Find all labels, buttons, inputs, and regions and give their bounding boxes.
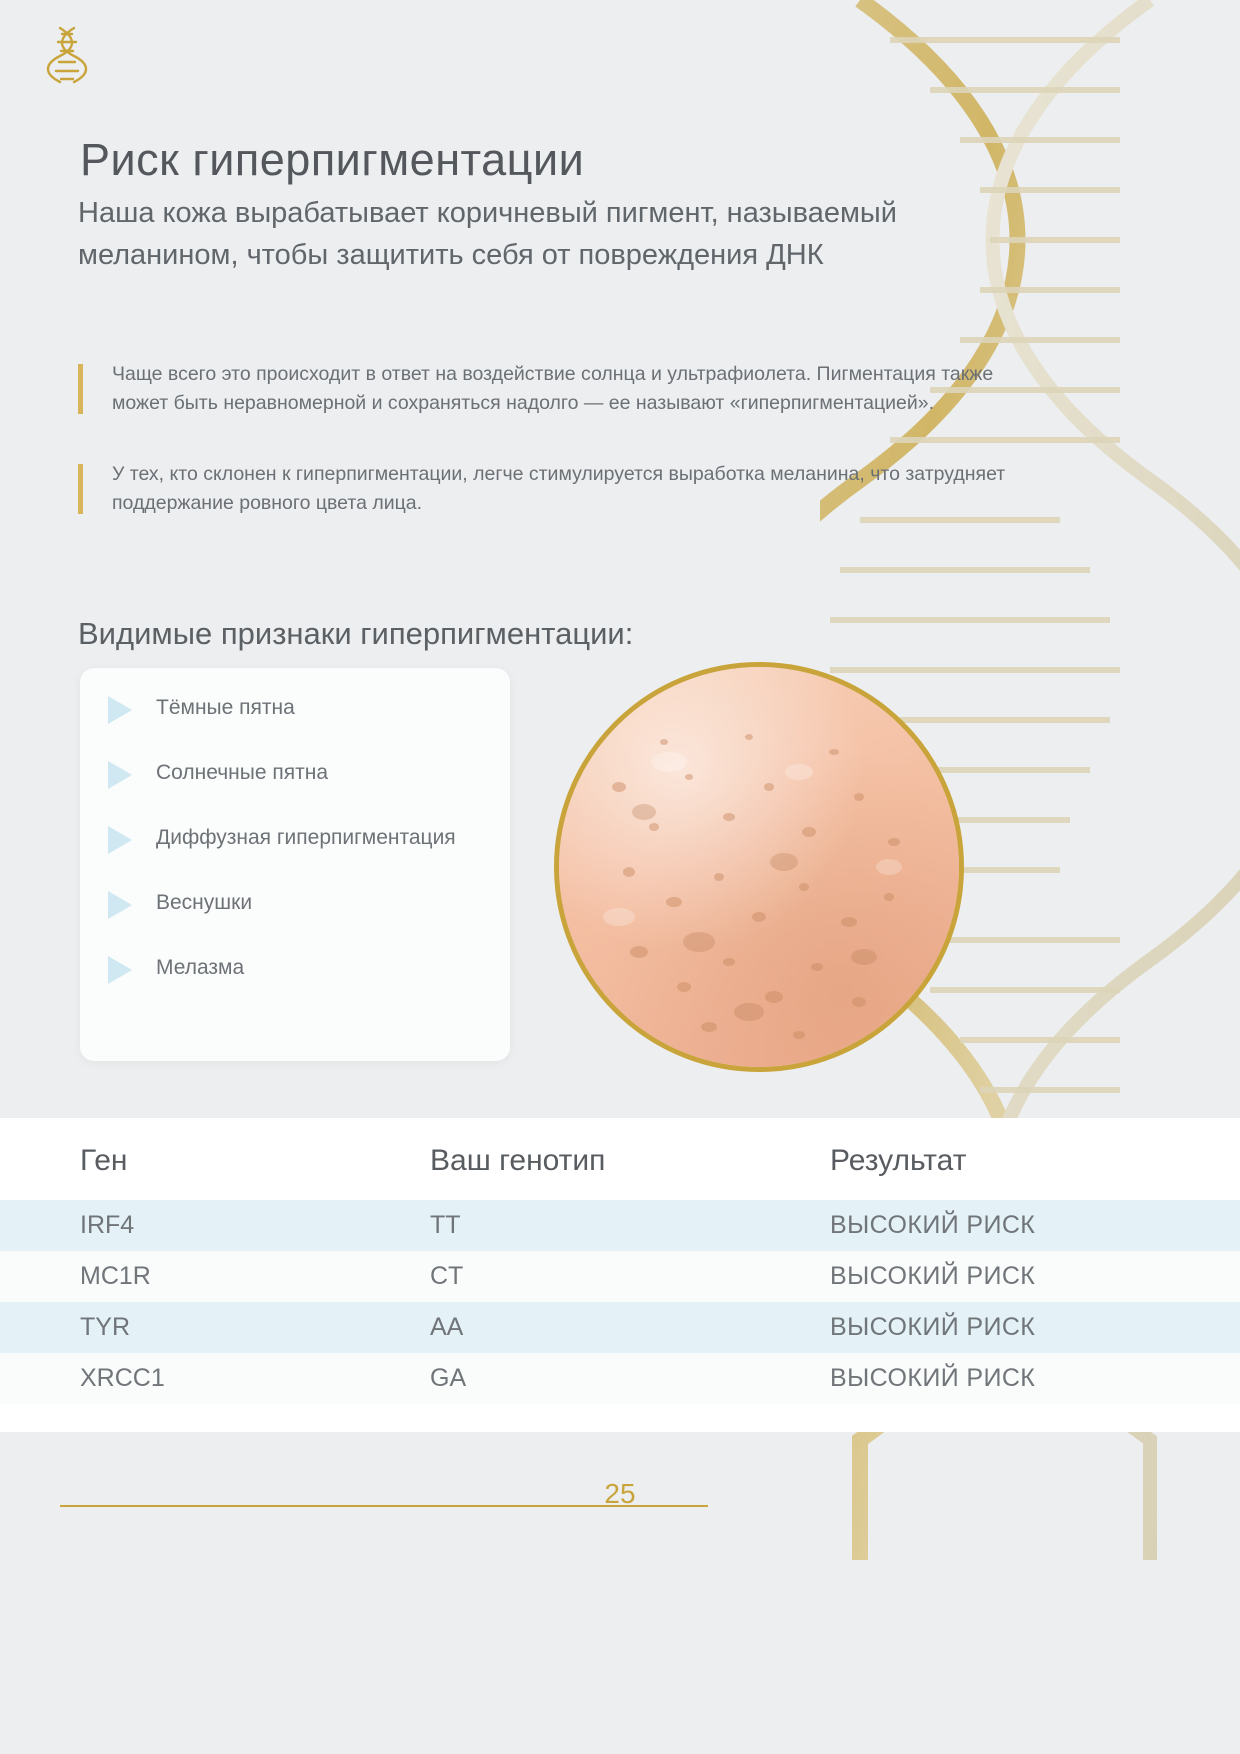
column-header-result: Результат: [830, 1144, 967, 1177]
sign-label: Солнечные пятна: [156, 761, 328, 784]
list-item: [80, 887, 510, 927]
cell-result: ВЫСОКИЙ РИСК: [830, 1200, 1240, 1251]
gene-results-table: [0, 1118, 1240, 1404]
sign-label: Мелазма: [156, 956, 245, 979]
cell-result: ВЫСОКИЙ РИСК: [830, 1302, 1240, 1353]
cell-gene: IRF4: [0, 1200, 430, 1251]
column-header-genotype: Ваш генотип: [430, 1144, 606, 1177]
cell-genotype: GA: [430, 1353, 830, 1404]
skin-freckles-overlay: [559, 667, 959, 1067]
table-row: [0, 1302, 1240, 1353]
page-subtitle: Наша кожа вырабатывает коричневый пигмент, называемый меланином, чтобы защитить себя от повреждения ДНК: [78, 197, 897, 271]
triangle-bullet-icon: [108, 761, 132, 789]
cell-gene: TYR: [0, 1302, 430, 1353]
quote-block: [78, 360, 1008, 418]
results-table-section: [0, 1118, 1240, 1432]
cell-result: ВЫСОКИЙ РИСК: [830, 1353, 1240, 1404]
table-row: [0, 1251, 1240, 1302]
quote-text: У тех, кто склонен к гиперпигментации, легче стимулируется выработка меланина, что затрудняет поддержание ровного цвета лица.: [112, 463, 1006, 514]
cell-gene: XRCC1: [0, 1353, 430, 1404]
signs-heading: Видимые признаки гиперпигментации:: [78, 615, 634, 651]
table-row: [0, 1353, 1240, 1404]
sign-label: Веснушки: [156, 891, 253, 914]
cell-genotype: TT: [430, 1200, 830, 1251]
table-row: [0, 1200, 1240, 1251]
page-number: 25: [604, 1478, 636, 1509]
list-item: [80, 757, 510, 797]
triangle-bullet-icon: [108, 956, 132, 984]
triangle-bullet-icon: [108, 696, 132, 724]
sign-label: Диффузная гиперпигментация: [156, 826, 456, 849]
cell-result: ВЫСОКИЙ РИСК: [830, 1251, 1240, 1302]
sign-label: Тёмные пятна: [156, 696, 295, 719]
visible-signs-card: [80, 668, 510, 1061]
table-header-row: [0, 1118, 1240, 1200]
cell-genotype: CT: [430, 1251, 830, 1302]
list-item: [80, 952, 510, 992]
quote-accent-bar: [78, 464, 83, 514]
list-item: [80, 692, 510, 732]
quote-block: [78, 460, 1008, 518]
page-title: Риск гиперпигментации: [80, 134, 585, 186]
cell-genotype: AA: [430, 1302, 830, 1353]
cell-gene: MC1R: [0, 1251, 430, 1302]
dna-helix-icon: [44, 24, 90, 86]
quote-text: Чаще всего это происходит в ответ на воздействие солнца и ультрафиолета. Пигментация также может быть неравномерной и сохраняться надолго — ее называют «гиперпигментацией».: [112, 363, 994, 414]
quote-list: [78, 360, 1008, 560]
list-item: [80, 822, 510, 862]
quote-accent-bar: [78, 364, 83, 414]
triangle-bullet-icon: [108, 891, 132, 919]
triangle-bullet-icon: [108, 826, 132, 854]
skin-photo: [554, 662, 964, 1072]
column-header-gene: Ген: [80, 1144, 128, 1177]
